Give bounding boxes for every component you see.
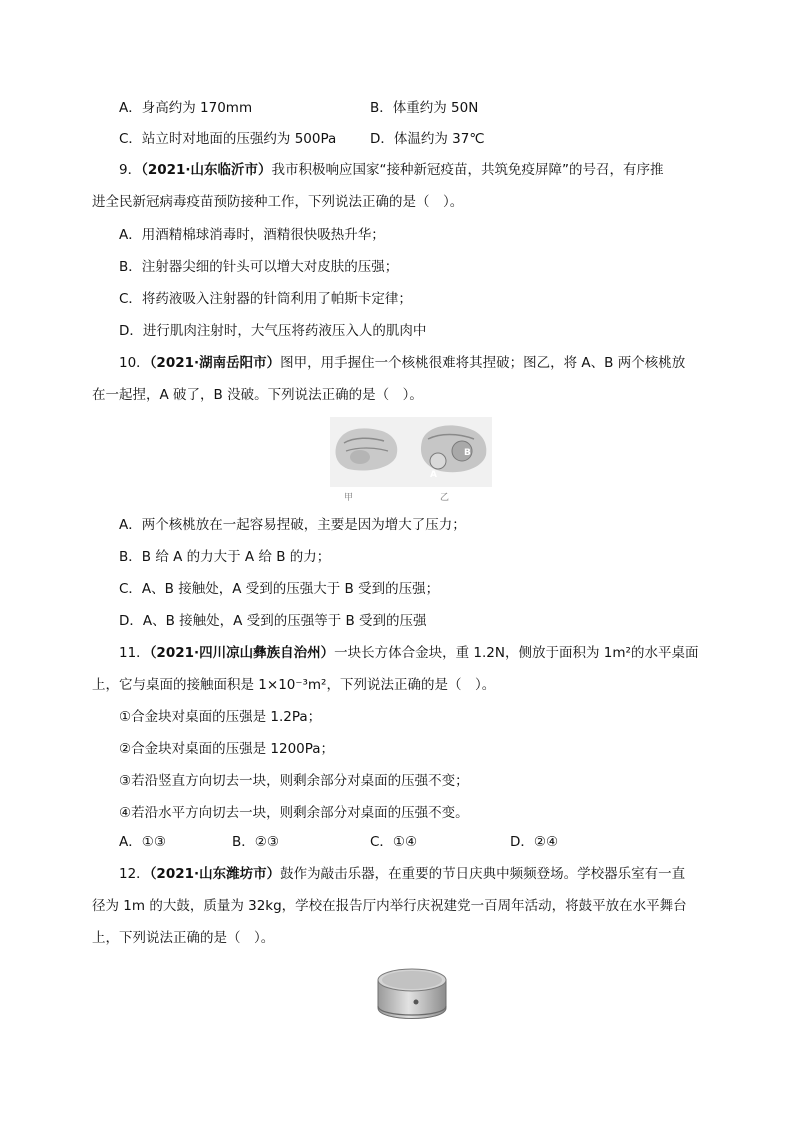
walnut-label-a: A [430, 470, 437, 480]
q10-option-b: B．B 给 A 的力大于 A 给 B 的力； [119, 549, 331, 565]
walnut-hands-figure [330, 417, 492, 487]
q9-stem-line1 [119, 160, 664, 180]
q11-stem-line1 [119, 643, 698, 663]
figure-caption-right: 乙 [440, 493, 450, 503]
q10-option-a: A．两个核桃放在一起容易捏破，主要是因为增大了压力； [119, 517, 466, 533]
q12-stem-line3: 上，下列说法正确的是（ ）。 [92, 930, 275, 946]
figure-caption-left: 甲 [344, 493, 354, 503]
drum-icon [372, 962, 452, 1028]
q10-number: 10． [119, 355, 150, 371]
q8-option-b: B．体重约为 50N [370, 100, 479, 116]
q11-stem-line2: 上，它与桌面的接触面积是 1×10⁻³m²，下列说法正确的是（ ）。 [92, 677, 496, 693]
hand-left-icon [336, 428, 398, 470]
q9-source: （2021·山东临沂市） [141, 162, 272, 178]
q10-stem-text1: 图甲，用手握住一个核桃很难将其捏破；图乙，将 A、B 两个核桃放 [280, 355, 686, 371]
q11-option-d: D．②④ [510, 834, 559, 850]
q11-option-c: C．①④ [370, 834, 418, 850]
q8-option-d: D．体温约为 37℃ [370, 131, 485, 147]
q8-option-a: A．身高约为 170mm [119, 100, 253, 116]
q12-stem-line1 [119, 864, 685, 884]
q12-stem-line2: 径为 1m 的大鼓，质量为 32kg，学校在报告厅内举行庆祝建党一百周年活动，将鼓平放在水平舞台 [92, 898, 687, 914]
hand-right-icon [421, 425, 486, 472]
q12-number: 12． [119, 866, 150, 882]
q11-stem-text1: 一块长方体合金块，重 1.2N，侧放于面积为 1m²的水平桌面 [334, 645, 699, 661]
q11-option-b: B．②③ [232, 834, 279, 850]
q11-source: （2021·四川凉山彝族自治州） [149, 645, 335, 661]
q12-source: （2021·山东潍坊市） [149, 866, 281, 882]
q11-statement-2: ②合金块对桌面的压强是 1200Pa； [119, 741, 335, 757]
q10-stem-line1 [119, 353, 685, 373]
q9-stem-text1: 我市积极响应国家“接种新冠疫苗，共筑免疫屏障”的号召，有序推 [271, 162, 664, 178]
drum-figure [372, 962, 452, 1028]
q9-option-b: B．注射器尖细的针头可以增大对皮肤的压强； [119, 259, 399, 275]
q10-stem-line2: 在一起捏，A 破了，B 没破。下列说法正确的是（ ）。 [92, 387, 423, 403]
q10-option-c: C．A、B 接触处，A 受到的压强大于 B 受到的压强； [119, 581, 440, 597]
q9-option-c: C．将药液吸入注射器的针筒利用了帕斯卡定律； [119, 291, 412, 307]
q10-option-d: D．A、B 接触处，A 受到的压强等于 B 受到的压强 [119, 613, 427, 629]
q12-stem-text1: 鼓作为敲击乐器，在重要的节日庆典中频频登场。学校器乐室有一直 [280, 866, 686, 882]
q9-number: 9． [119, 162, 142, 178]
walnut-label-b: B [464, 448, 471, 458]
q11-option-a: A．①③ [119, 834, 166, 850]
q10-source: （2021·湖南岳阳市） [149, 355, 281, 371]
q11-statement-4: ④若沿水平方向切去一块，则剩余部分对桌面的压强不变。 [119, 805, 469, 821]
q11-statement-1: ①合金块对桌面的压强是 1.2Pa； [119, 709, 322, 725]
q9-stem-line2: 进全民新冠病毒疫苗预防接种工作，下列说法正确的是（ ）。 [92, 194, 464, 210]
q9-option-d: D．进行肌肉注射时，大气压将药液压入人的肌肉中 [119, 323, 427, 339]
q11-number: 11． [119, 645, 150, 661]
q9-option-a: A．用酒精棉球消毒时，酒精很快吸热升华； [119, 227, 385, 243]
q11-statement-3: ③若沿竖直方向切去一块，则剩余部分对桌面的压强不变； [119, 773, 469, 789]
q8-option-c: C．站立时对地面的压强约为 500Pa [119, 131, 337, 147]
walnut-hands-illustration [330, 417, 492, 487]
